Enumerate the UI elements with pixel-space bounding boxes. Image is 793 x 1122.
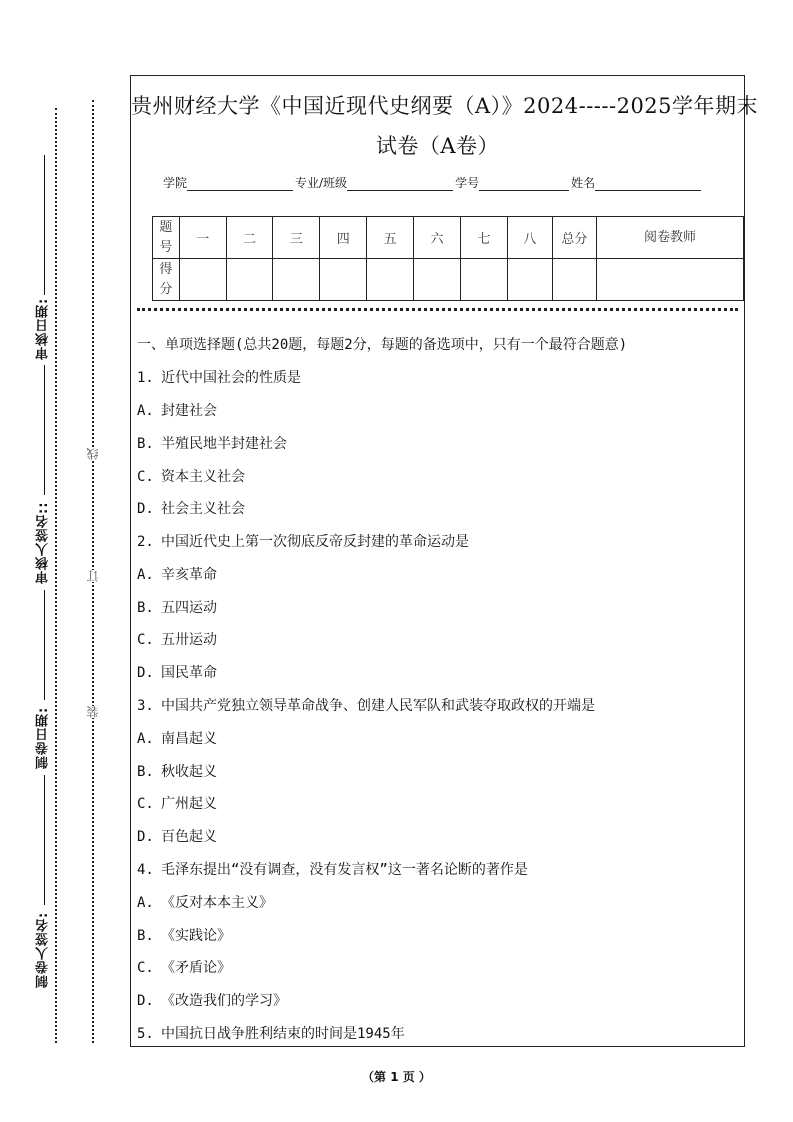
question-2-option-c[interactable] [137, 629, 217, 649]
question-4-option-a[interactable] [137, 892, 273, 912]
col-6: 六 [414, 217, 461, 259]
question-4-stem [137, 859, 528, 879]
option-text: 资本主义社会 [161, 469, 245, 485]
col-total: 总分 [552, 217, 596, 259]
question-1-option-d[interactable] [137, 498, 245, 518]
score-row [153, 259, 744, 301]
cut-mark-bind: 订 [86, 570, 100, 582]
question-text: 中国近代史上第一次彻底反帝反封建的革命运动是 [161, 534, 469, 550]
major-class-field[interactable] [347, 176, 453, 191]
exam-paper-frame [130, 75, 759, 1047]
question-1-stem [137, 367, 301, 387]
option-key: B. [137, 928, 154, 944]
col-8: 八 [507, 217, 552, 259]
score-cell-total[interactable] [552, 259, 596, 301]
option-text: 南昌起义 [161, 731, 217, 747]
score-cell-6[interactable] [414, 259, 461, 301]
option-text: 《实践论》 [161, 928, 231, 944]
option-text: 秋收起义 [161, 764, 217, 780]
col-7: 七 [460, 217, 507, 259]
cut-mark-staple: 装 [86, 706, 100, 718]
option-key: B. [137, 600, 154, 616]
option-key: C. [137, 469, 154, 485]
option-text: 国民革命 [161, 665, 217, 681]
option-text: 百色起义 [161, 829, 217, 845]
option-text: 广州起义 [161, 796, 217, 812]
question-2-option-d[interactable] [137, 662, 217, 682]
option-text: 《矛盾论》 [161, 960, 231, 976]
option-key: D. [137, 829, 154, 845]
option-key: A. [137, 403, 154, 419]
question-text: 中国抗日战争胜利结束的时间是1945年 [161, 1026, 405, 1042]
col-5: 五 [367, 217, 414, 259]
question-3-option-c[interactable] [137, 793, 217, 813]
col-4: 四 [320, 217, 367, 259]
score-cell-8[interactable] [507, 259, 552, 301]
col-3: 三 [273, 217, 320, 259]
col-1: 一 [179, 217, 226, 259]
question-3-stem [137, 695, 595, 715]
question-1-option-b[interactable] [137, 433, 287, 453]
question-text: 近代中国社会的性质是 [161, 370, 301, 386]
option-key: B. [137, 764, 154, 780]
section-separator [137, 308, 738, 311]
college-field[interactable] [187, 176, 293, 191]
question-2-option-b[interactable] [137, 597, 217, 617]
score-header: 得分 [153, 259, 180, 301]
review-date-label: 审核日期: [36, 297, 51, 360]
option-text: 《反对本本主义》 [161, 895, 273, 911]
option-text: 五卅运动 [161, 632, 217, 648]
section-heading: 一、单项选择题(总共20题，每题2分，每题的备选项中，只有一个最符合题意) [137, 337, 628, 353]
question-3-option-a[interactable] [137, 728, 217, 748]
option-text: 辛亥革命 [161, 567, 217, 583]
score-cell-grader[interactable] [596, 259, 743, 301]
question-text: 毛泽东提出“没有调查，没有发言权”这一著名论断的著作是 [161, 862, 528, 878]
question-number: 4. [137, 862, 154, 878]
option-key: A. [137, 567, 154, 583]
score-table [152, 216, 744, 301]
score-cell-4[interactable] [320, 259, 367, 301]
review-date-line [44, 155, 45, 295]
compiler-signature-label: 制卷人签名: [36, 911, 51, 989]
compile-date-label: 制卷日期: [36, 706, 51, 769]
option-text: 《改造我们的学习》 [161, 993, 287, 1009]
question-3-option-b[interactable] [137, 761, 217, 781]
question-4-option-b[interactable] [137, 925, 231, 945]
col-2: 二 [226, 217, 273, 259]
option-key: C. [137, 960, 154, 976]
question-4-option-d[interactable] [137, 990, 287, 1010]
major-class-label: 专业/班级 [295, 176, 348, 190]
student-info-row [163, 174, 703, 191]
student-id-field[interactable] [479, 176, 569, 191]
student-id-label: 学号 [455, 176, 480, 190]
question-1-option-a[interactable] [137, 400, 217, 420]
question-1-option-c[interactable] [137, 466, 245, 486]
name-label: 姓名 [571, 176, 596, 190]
option-text: 社会主义社会 [161, 501, 245, 517]
question-number-row [153, 217, 744, 259]
compile-signature-line [44, 775, 45, 905]
exam-title-line2: 试卷（A卷） [375, 134, 500, 158]
question-4-option-c[interactable] [137, 957, 231, 977]
question-number-header: 题号 [153, 217, 180, 259]
question-number: 2. [137, 534, 154, 550]
question-text: 中国共产党独立领导革命战争、创建人民军队和武装夺取政权的开端是 [161, 698, 595, 714]
option-key: A. [137, 895, 154, 911]
option-key: A. [137, 731, 154, 747]
option-key: D. [137, 665, 154, 681]
exam-title-line1: 贵州财经大学《中国近现代史纲要（A）》2024-----2025学年期末 [131, 94, 759, 118]
score-cell-5[interactable] [367, 259, 414, 301]
option-text: 封建社会 [161, 403, 217, 419]
cut-mark-line: 线 [86, 448, 100, 460]
page-number: （第 1 页 ） [362, 1070, 431, 1084]
option-key: D. [137, 993, 154, 1009]
reviewer-signature-line [44, 365, 45, 495]
reviewer-signature-label: 审核人签名:: [36, 501, 51, 584]
question-number: 3. [137, 698, 154, 714]
option-key: D. [137, 501, 154, 517]
question-number: 5. [137, 1026, 154, 1042]
question-3-option-d[interactable] [137, 826, 217, 846]
option-key: C. [137, 796, 154, 812]
score-cell-2[interactable] [226, 259, 273, 301]
question-number: 1. [137, 370, 154, 386]
score-cell-3[interactable] [273, 259, 320, 301]
option-key: B. [137, 436, 154, 452]
col-grader: 阅卷教师 [596, 217, 743, 259]
question-5-stem [137, 1023, 405, 1043]
score-cell-1[interactable] [179, 259, 226, 301]
name-field[interactable] [595, 176, 701, 191]
score-cell-7[interactable] [460, 259, 507, 301]
option-text: 半殖民地半封建社会 [161, 436, 287, 452]
question-2-option-a[interactable] [137, 564, 217, 584]
option-key: C. [137, 632, 154, 648]
question-2-stem [137, 531, 469, 551]
option-text: 五四运动 [161, 600, 217, 616]
compile-date-line-top [44, 590, 45, 700]
college-label: 学院 [163, 176, 188, 190]
